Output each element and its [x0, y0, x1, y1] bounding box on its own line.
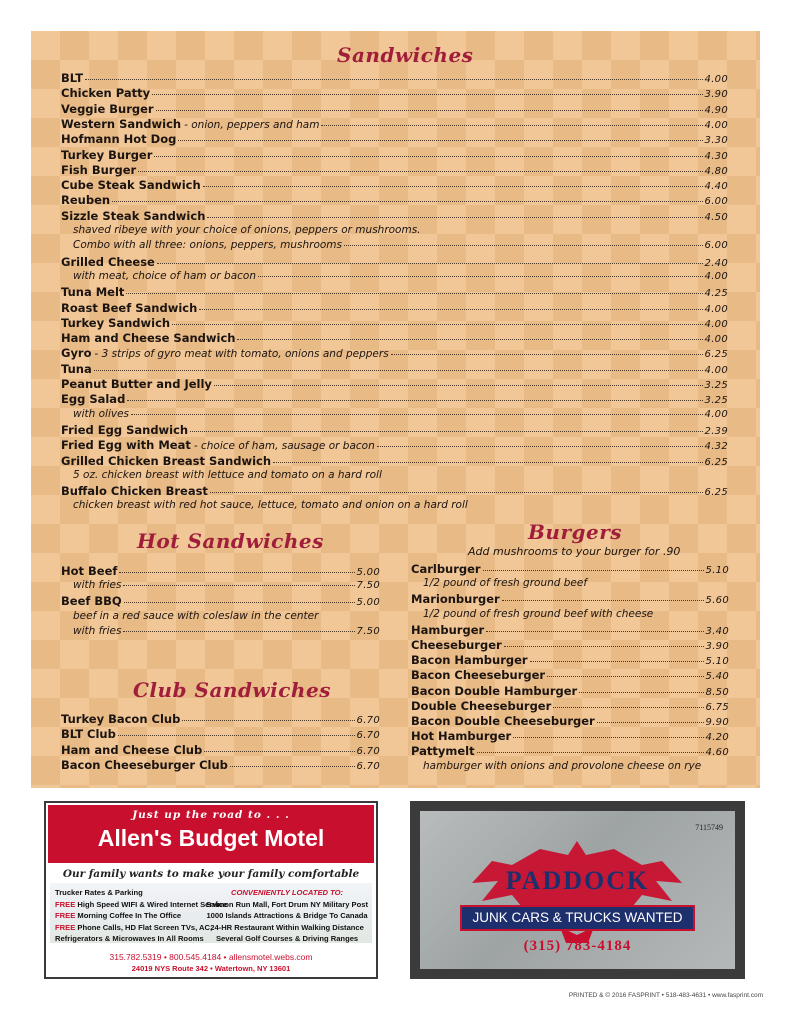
item-name: Grilled Chicken Breast Sandwich — [61, 453, 272, 468]
leader-dots — [344, 244, 703, 246]
item-price: 3.40 — [705, 625, 729, 637]
leader-dots — [504, 645, 704, 647]
item-name: Hofmann Hot Dog — [61, 132, 177, 147]
item-name: Grilled Cheese — [61, 254, 155, 269]
sandwiches-heading: Sandwiches — [337, 43, 474, 67]
paddock-phone: (315) 783-4184 — [523, 938, 632, 954]
amenity-line — [55, 933, 227, 945]
item-description: beef in a red sauce with coleslaw in the center — [73, 609, 319, 622]
menu-item — [61, 484, 728, 499]
item-price: 6.00 — [704, 196, 728, 208]
item-price: 4.00 — [704, 74, 728, 85]
location-line: 24-HR Restaurant Within Walking Distance — [210, 922, 364, 932]
item-description: 5 oz. chicken breast with lettuce and tomato on a hard roll — [73, 468, 382, 481]
menu-item — [61, 331, 728, 346]
item-name: Turkey Bacon Club — [61, 712, 181, 726]
motel-header-band — [48, 805, 374, 863]
item-price: 5.10 — [705, 656, 729, 668]
item-price: 8.50 — [705, 686, 729, 698]
leader-dots — [273, 461, 702, 463]
item-description: hamburger with onions and provolone cheese on rye — [423, 759, 702, 772]
item-name: Bacon Double Hamburger — [411, 683, 578, 698]
item-price: 6.70 — [356, 760, 380, 772]
menu-item — [61, 712, 380, 727]
item-price: 5.40 — [705, 671, 729, 683]
item-name: Sizzle Steak Sandwich — [61, 208, 206, 223]
menu-item — [61, 86, 728, 101]
leader-dots — [123, 630, 354, 632]
leader-dots — [190, 430, 702, 432]
item-price: 7.50 — [356, 625, 380, 637]
menu-item — [61, 564, 380, 579]
motel-address: 24019 NYS Route 342 • Watertown, NY 13601 — [131, 964, 291, 973]
item-name: Ham and Cheese Sandwich — [61, 331, 236, 346]
item-description: chicken breast with red hot sauce, lettuce, tomato and onion on a hard roll — [73, 499, 468, 512]
item-price: 3.90 — [705, 641, 729, 652]
item-description: 1/2 pound of fresh ground beef with cheese — [423, 607, 654, 620]
item-price: 6.70 — [356, 715, 380, 726]
leader-dots — [391, 353, 703, 355]
leader-dots — [258, 275, 703, 277]
leader-dots — [157, 262, 703, 264]
leader-dots — [230, 765, 355, 767]
paddock-advertisement — [410, 801, 745, 979]
item-option: with meat, choice of ham or bacon — [73, 269, 257, 282]
leader-dots — [513, 736, 703, 738]
menu-item — [61, 285, 728, 300]
item-price: 4.30 — [704, 150, 728, 162]
location-line: Salmon Run Mall, Fort Drum NY Military Post — [206, 899, 368, 909]
motel-advertisement — [44, 801, 378, 979]
menu-item — [411, 729, 729, 744]
item-price: 4.00 — [704, 270, 728, 282]
item-price: 5.10 — [705, 565, 729, 576]
amenity-text: High Speed WIFI & Wired Internet Service — [75, 899, 228, 909]
leader-dots — [203, 185, 703, 187]
location-line: 1000 Islands Attractions & Bridge To Canada — [206, 911, 368, 920]
menu-item — [411, 638, 729, 653]
menu-item — [61, 209, 728, 224]
leader-dots — [119, 571, 354, 573]
menu-item — [61, 346, 728, 361]
item-name: Buffalo Chicken Breast — [61, 484, 208, 499]
leader-dots — [207, 216, 702, 218]
item-name: Western Sandwich — [61, 116, 182, 131]
item-name: Fish Burger — [61, 162, 137, 177]
leader-dots — [127, 399, 702, 401]
burgers-note: Add mushrooms to your burger for .90 — [468, 545, 681, 558]
motel-contact: 315.782.5319 • 800.545.4184 • allensmotel.webs.com — [109, 952, 313, 962]
leader-dots — [530, 660, 704, 662]
item-price: 5.00 — [356, 597, 380, 609]
item-price: 7.50 — [356, 580, 380, 592]
item-price: 6.70 — [356, 730, 380, 742]
menu-item — [73, 239, 728, 254]
menu-item — [411, 714, 729, 729]
item-name: Gyro — [61, 346, 92, 361]
amenity-text: Phone Calls, HD Flat Screen TVs, AC, — [75, 922, 213, 932]
item-option: with fries — [73, 624, 122, 637]
leader-dots — [483, 569, 704, 571]
amenity-text: Refrigerators & Microwaves In All Rooms — [55, 934, 204, 943]
item-price: 4.50 — [704, 211, 728, 223]
item-price: 4.00 — [704, 334, 728, 346]
leader-dots — [477, 751, 704, 753]
leader-dots — [118, 734, 355, 736]
item-price: 4.00 — [704, 364, 728, 376]
menu-item — [61, 377, 728, 392]
menu-item — [73, 579, 380, 594]
item-price: 4.90 — [704, 104, 728, 116]
item-name: Roast Beef Sandwich — [61, 300, 198, 315]
item-name: Egg Salad — [61, 392, 126, 407]
leader-dots — [112, 200, 702, 202]
menu-item — [73, 270, 728, 285]
item-price: 4.25 — [704, 288, 728, 300]
menu-item — [411, 562, 729, 577]
item-price: 4.80 — [704, 165, 728, 177]
leader-dots — [85, 78, 702, 80]
motel-name: Allen's Budget Motel — [97, 825, 325, 851]
menu-item — [61, 423, 728, 438]
free-label: FREE — [55, 922, 76, 932]
item-description: shaved ribeye with your choice of onions, peppers or mushrooms. — [73, 224, 421, 236]
menu-item — [61, 392, 728, 407]
menu-item — [61, 132, 728, 147]
amenity-line — [55, 922, 227, 934]
item-name: Fried Egg with Meat — [61, 438, 191, 453]
item-name: BLT Club — [61, 727, 116, 742]
amenity-line — [55, 899, 227, 911]
leader-dots — [124, 601, 355, 603]
item-name: Cheeseburger — [411, 638, 502, 652]
item-price: 6.25 — [704, 487, 728, 499]
menu-item — [411, 668, 729, 683]
item-price: 6.70 — [356, 745, 380, 757]
paddock-name: PADDOCK — [505, 866, 650, 895]
menu-item — [61, 301, 728, 316]
item-name: Double Cheeseburger — [411, 698, 552, 713]
item-price: 5.00 — [356, 567, 380, 578]
item-name: Hot Beef — [61, 564, 118, 578]
amenity-line — [55, 887, 227, 899]
leader-dots — [237, 338, 702, 340]
item-name: Tuna — [61, 361, 92, 376]
item-price: 2.40 — [704, 257, 728, 269]
item-price: 4.60 — [705, 747, 729, 759]
item-price: 9.90 — [705, 717, 729, 728]
leader-dots — [210, 491, 703, 493]
leader-dots — [178, 139, 702, 141]
leader-dots — [214, 384, 703, 386]
item-description: - 3 strips of gyro meat with tomato, onions and peppers — [94, 348, 389, 361]
item-price: 4.00 — [704, 303, 728, 315]
location-line: Several Golf Courses & Driving Ranges — [215, 934, 359, 943]
menu-item — [61, 178, 728, 193]
leader-dots — [156, 109, 703, 111]
menu-item — [411, 653, 729, 668]
leader-dots — [486, 630, 703, 632]
item-name: Cube Steak Sandwich — [61, 178, 201, 193]
item-price: 4.00 — [704, 318, 728, 330]
item-price: 6.25 — [704, 349, 728, 361]
leader-dots — [579, 691, 703, 693]
motel-amenities — [55, 887, 227, 945]
leader-dots — [152, 93, 702, 95]
item-price: 5.60 — [705, 595, 729, 607]
leader-dots — [377, 445, 703, 447]
leader-dots — [182, 719, 354, 721]
item-name: Chicken Patty — [61, 86, 151, 101]
leader-dots — [126, 292, 702, 294]
leader-dots — [138, 170, 702, 172]
item-description: - choice of ham, sausage or bacon — [193, 440, 375, 453]
free-label: FREE — [55, 899, 76, 909]
item-price: 6.00 — [704, 240, 728, 252]
hot-sandwiches-heading: Hot Sandwiches — [137, 529, 324, 553]
leader-dots — [131, 413, 703, 415]
item-price: 3.90 — [704, 89, 728, 101]
item-name: Marionburger — [411, 592, 500, 607]
paddock-banner: JUNK CARS & TRUCKS WANTED — [460, 905, 695, 931]
leader-dots — [172, 323, 702, 325]
item-option: Combo with all three: onions, peppers, mushrooms — [73, 239, 342, 252]
item-name: BLT — [61, 71, 84, 85]
menu-item — [61, 316, 728, 331]
leader-dots — [321, 124, 702, 126]
menu-item — [411, 623, 729, 638]
menu-item — [61, 71, 728, 86]
item-option: with olives — [73, 407, 130, 420]
motel-locations — [206, 887, 368, 945]
free-label: FREE — [55, 911, 76, 920]
item-price: 6.25 — [704, 456, 728, 468]
menu-item — [61, 743, 380, 758]
item-name: Bacon Cheeseburger — [411, 668, 546, 683]
menu-board — [31, 31, 760, 788]
menu-item — [411, 744, 729, 759]
item-price: 3.30 — [704, 135, 728, 147]
menu-item — [61, 362, 728, 377]
item-name: Veggie Burger — [61, 101, 154, 116]
item-name: Hamburger — [411, 622, 485, 637]
item-option: with fries — [73, 579, 122, 592]
item-price: 4.32 — [704, 441, 728, 453]
item-price: 3.25 — [704, 395, 728, 407]
menu-item — [61, 117, 728, 132]
located-label: CONVENIENTLY LOCATED TO: — [231, 888, 344, 897]
menu-item — [411, 699, 729, 714]
item-name: Ham and Cheese Club — [61, 742, 203, 757]
item-description: - onion, peppers and ham — [184, 118, 320, 131]
item-price: 4.00 — [704, 119, 728, 131]
club-sandwiches-heading: Club Sandwiches — [133, 678, 331, 702]
item-price: 4.40 — [704, 181, 728, 193]
amenity-line — [55, 910, 227, 922]
menu-item — [61, 163, 728, 178]
leader-dots — [547, 675, 703, 677]
item-name: Bacon Double Cheeseburger — [411, 714, 595, 728]
leader-dots — [597, 721, 704, 723]
item-description: 1/2 pound of fresh ground beef — [423, 577, 588, 590]
item-name: Reuben — [61, 193, 111, 208]
menu-item — [411, 592, 729, 607]
paddock-code: 7115749 — [695, 823, 723, 832]
motel-tagline: Just up the road to . . . — [132, 809, 290, 821]
leader-dots — [199, 308, 702, 310]
paddock-panel — [420, 811, 735, 969]
motel-motto: Our family wants to make your family comfortable — [62, 868, 360, 880]
menu-item — [61, 438, 728, 453]
amenity-text: Trucker Rates & Parking — [55, 888, 143, 897]
leader-dots — [154, 155, 702, 157]
item-price: 4.00 — [704, 408, 728, 420]
menu-item — [73, 625, 380, 640]
item-price: 4.20 — [705, 732, 729, 744]
leader-dots — [502, 599, 704, 601]
burgers-heading: Burgers — [528, 520, 622, 544]
menu-item — [61, 148, 728, 163]
leader-dots — [204, 750, 354, 752]
leader-dots — [94, 369, 703, 371]
item-name: Peanut Butter and Jelly — [61, 377, 212, 391]
menu-item — [61, 454, 728, 469]
item-name: Pattymelt — [411, 744, 475, 759]
item-name: Turkey Burger — [61, 147, 153, 162]
menu-item — [61, 727, 380, 742]
leader-dots — [123, 584, 354, 586]
menu-item — [61, 758, 380, 773]
menu-item — [61, 102, 728, 117]
menu-item — [73, 408, 728, 423]
menu-item — [61, 193, 728, 208]
item-name: Turkey Sandwich — [61, 315, 171, 330]
item-name: Bacon Cheeseburger Club — [61, 757, 228, 772]
item-name: Hot Hamburger — [411, 729, 512, 744]
item-name: Tuna Melt — [61, 285, 125, 300]
print-credit: PRINTED & © 2016 FASPRINT • 518-483-4631 • www.fasprint.com — [568, 992, 763, 999]
item-name: Bacon Hamburger — [411, 653, 528, 668]
item-name: Beef BBQ — [61, 594, 122, 609]
menu-item — [61, 594, 380, 609]
item-name: Fried Egg Sandwich — [61, 422, 189, 437]
amenity-text: Morning Coffee In The Office — [75, 911, 182, 920]
menu-item — [411, 684, 729, 699]
menu-item — [61, 255, 728, 270]
item-price: 2.39 — [704, 425, 728, 437]
item-name: Carlburger — [411, 562, 481, 576]
item-price: 3.25 — [704, 380, 728, 391]
leader-dots — [553, 706, 703, 708]
item-price: 6.75 — [705, 701, 729, 713]
